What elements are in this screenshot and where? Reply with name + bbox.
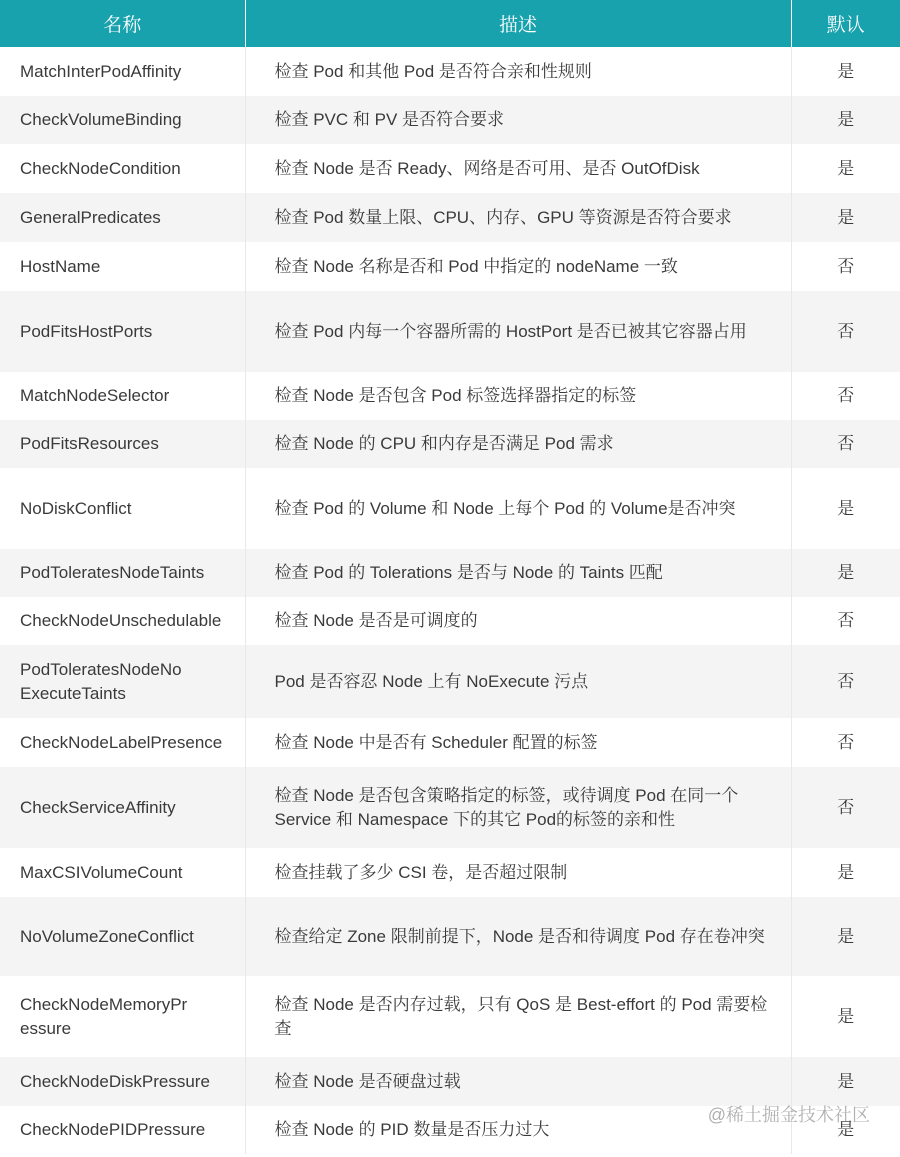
predicate-default: 否 bbox=[791, 291, 900, 372]
predicate-name: CheckServiceAffinity bbox=[0, 767, 245, 848]
table-row bbox=[0, 144, 900, 193]
predicate-description: 检查 Node 是否是可调度的 bbox=[245, 597, 791, 645]
predicate-name: NoVolumeZoneConflict bbox=[0, 897, 245, 976]
table-row bbox=[0, 597, 900, 645]
predicate-description: 检查 Pod 和其他 Pod 是否符合亲和性规则 bbox=[245, 47, 791, 96]
predicate-name: CheckNodeLabelPresence bbox=[0, 718, 245, 767]
predicate-description: 检查挂载了多少 CSI 卷，是否超过限制 bbox=[245, 848, 791, 897]
predicate-default: 是 bbox=[791, 468, 900, 549]
predicate-description: 检查 Node 的 CPU 和内存是否满足 Pod 需求 bbox=[245, 420, 791, 468]
table-row bbox=[0, 549, 900, 597]
predicate-default: 是 bbox=[791, 1106, 900, 1154]
predicate-default: 否 bbox=[791, 597, 900, 645]
table-row bbox=[0, 96, 900, 144]
predicate-description: 检查 Pod 的 Tolerations 是否与 Node 的 Taints 匹配 bbox=[245, 549, 791, 597]
predicate-description: 检查 Node 是否包含策略指定的标签，或待调度 Pod 在同一个 Service 和 Namespace 下的其它 Pod的标签的亲和性 bbox=[245, 767, 791, 848]
table-row bbox=[0, 47, 900, 96]
predicate-description: 检查 Pod 数量上限、CPU、内存、GPU 等资源是否符合要求 bbox=[245, 193, 791, 242]
predicate-name: CheckNodeCondition bbox=[0, 144, 245, 193]
predicate-default: 是 bbox=[791, 96, 900, 144]
predicate-name: MatchInterPodAffinity bbox=[0, 47, 245, 96]
predicate-name: PodToleratesNodeNoExecuteTaints bbox=[0, 645, 245, 718]
predicate-description: 检查 Node 名称是否和 Pod 中指定的 nodeName 一致 bbox=[245, 242, 791, 291]
table-row bbox=[0, 767, 900, 848]
predicate-name: HostName bbox=[0, 242, 245, 291]
predicate-name: MatchNodeSelector bbox=[0, 372, 245, 420]
predicate-description: 检查 Node 中是否有 Scheduler 配置的标签 bbox=[245, 718, 791, 767]
table-header-row bbox=[0, 0, 900, 47]
table-row bbox=[0, 718, 900, 767]
predicate-description: 检查 Pod 内每一个容器所需的 HostPort 是否已被其它容器占用 bbox=[245, 291, 791, 372]
predicate-default: 是 bbox=[791, 897, 900, 976]
predicate-name: NoDiskConflict bbox=[0, 468, 245, 549]
table-row bbox=[0, 193, 900, 242]
watermark: @稀土掘金技术社区 bbox=[707, 1105, 870, 1125]
table-row bbox=[0, 420, 900, 468]
predicate-description: Pod 是否容忍 Node 上有 NoExecute 污点 bbox=[245, 645, 791, 718]
predicate-description: 检查 Node 的 PID 数量是否压力过大 bbox=[245, 1106, 791, 1154]
predicate-description: 检查 PVC 和 PV 是否符合要求 bbox=[245, 96, 791, 144]
header-default: 默认 bbox=[791, 0, 900, 47]
table-row bbox=[0, 242, 900, 291]
predicate-default: 否 bbox=[791, 420, 900, 468]
predicate-default: 否 bbox=[791, 372, 900, 420]
predicate-default: 是 bbox=[791, 193, 900, 242]
predicate-name: PodFitsHostPorts bbox=[0, 291, 245, 372]
predicate-default: 是 bbox=[791, 848, 900, 897]
header-name: 名称 bbox=[0, 0, 245, 47]
table-row bbox=[0, 897, 900, 976]
table-row bbox=[0, 976, 900, 1057]
predicate-description: 检查给定 Zone 限制前提下，Node 是否和待调度 Pod 存在卷冲突 bbox=[245, 897, 791, 976]
table-row bbox=[0, 848, 900, 897]
table-row bbox=[0, 645, 900, 718]
table-row bbox=[0, 291, 900, 372]
predicate-description: 检查 Pod 的 Volume 和 Node 上每个 Pod 的 Volume是否冲突 bbox=[245, 468, 791, 549]
predicate-name: CheckVolumeBinding bbox=[0, 96, 245, 144]
predicate-default: 否 bbox=[791, 242, 900, 291]
header-description: 描述 bbox=[245, 0, 791, 47]
table-row bbox=[0, 468, 900, 549]
predicate-description: 检查 Node 是否硬盘过载 bbox=[245, 1057, 791, 1106]
table-row bbox=[0, 1057, 900, 1106]
predicate-default: 是 bbox=[791, 144, 900, 193]
predicate-name: CheckNodeMemoryPressure bbox=[0, 976, 245, 1057]
predicate-description: 检查 Node 是否 Ready、网络是否可用、是否 OutOfDisk bbox=[245, 144, 791, 193]
predicate-default: 否 bbox=[791, 767, 900, 848]
predicate-name: GeneralPredicates bbox=[0, 193, 245, 242]
predicate-name: CheckNodePIDPressure bbox=[0, 1106, 245, 1154]
predicate-default: 否 bbox=[791, 718, 900, 767]
predicate-description: 检查 Node 是否包含 Pod 标签选择器指定的标签 bbox=[245, 372, 791, 420]
predicate-name: PodFitsResources bbox=[0, 420, 245, 468]
predicate-name: CheckNodeDiskPressure bbox=[0, 1057, 245, 1106]
predicate-default: 是 bbox=[791, 976, 900, 1057]
predicate-name: MaxCSIVolumeCount bbox=[0, 848, 245, 897]
predicate-name: CheckNodeUnschedulable bbox=[0, 597, 245, 645]
table-row bbox=[0, 372, 900, 420]
predicate-default: 否 bbox=[791, 645, 900, 718]
predicate-name: PodToleratesNodeTaints bbox=[0, 549, 245, 597]
table-body bbox=[0, 47, 900, 1154]
predicate-description: 检查 Node 是否内存过载，只有 QoS 是 Best-effort 的 Pod 需要检查 bbox=[245, 976, 791, 1057]
predicate-default: 是 bbox=[791, 47, 900, 96]
predicate-default: 是 bbox=[791, 1057, 900, 1106]
predicate-default: 是 bbox=[791, 549, 900, 597]
